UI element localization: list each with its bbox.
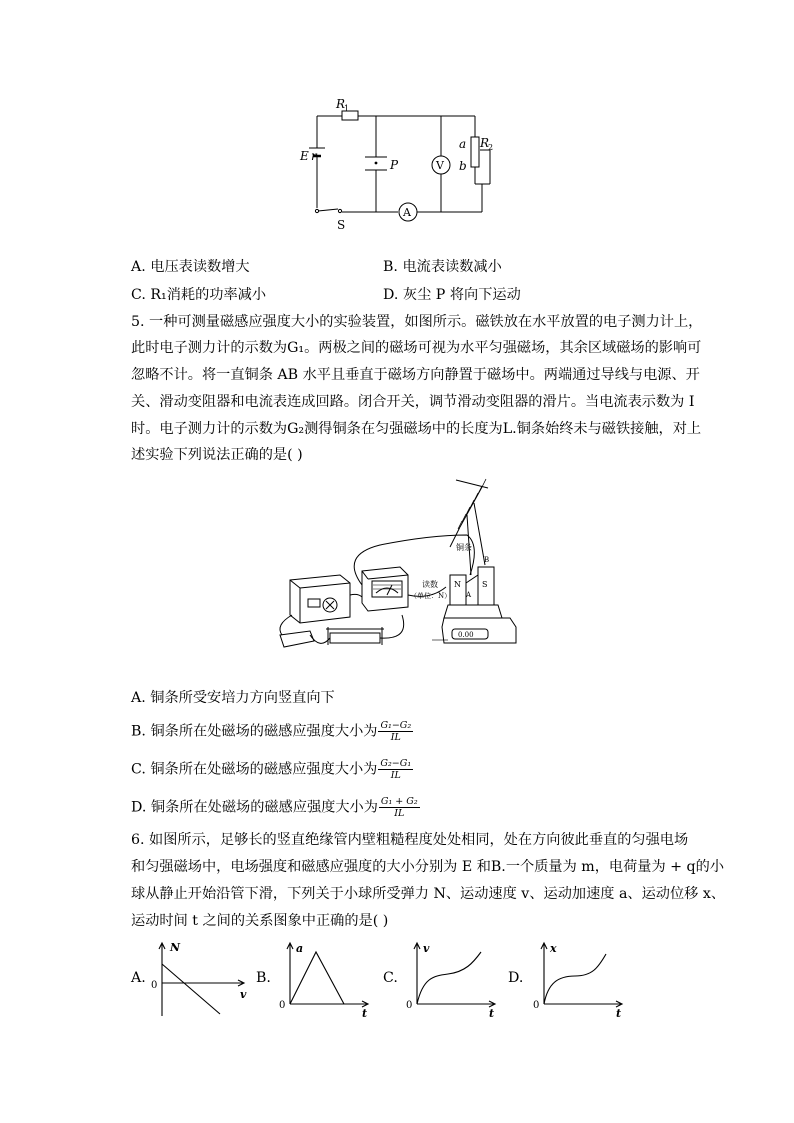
magnet-apparatus-figure [270,475,530,665]
q5-line-6: 述实验下列说法正确的是( ) [131,447,303,463]
q6-graph-d-label: D. [508,970,524,986]
q4-option-c: C. R₁消耗的功率减小 [131,287,267,303]
voltmeter-label: V [436,159,444,172]
q6-graph-b-x-label: t [362,1007,368,1018]
q6-graph-a-y-label: N [170,941,181,954]
circuit-diagram [290,90,510,235]
q5-line-2: 此时电子测力计的示数为G₁。两极之间的磁场可视为水平匀强磁场，其余区域磁场的影响可 [131,340,702,356]
q5-option-d-denominator: IL [394,808,405,819]
q6-graph-a-x-label: v [240,988,247,1001]
q6-graph-c-x-label: t [489,1007,495,1018]
q5-line-3: 忽略不计。将一直铜条 AB 水平且垂直于磁场方向静置于磁场中。两端通过导线与电源、开 [131,367,700,383]
q6-graph-a [148,938,256,1018]
q6-graph-d-y-label: x [550,942,557,955]
q6-line-1: 6. 如图所示，足够长的竖直绝缘管内壁粗糙程度处处相同，处在方向彼此垂直的匀强电场 [131,832,689,848]
s-label: S [337,218,346,232]
a-label: a [459,137,467,151]
q6-graph-a-label: A. [131,970,146,986]
q6-line-3: 球从静止开始沿管下滑，下列关于小球所受弹力 N、运动速度 v、运动加速度 a、运动位移 x、 [131,886,726,902]
r1-label: R [336,97,346,111]
q5-option-a: A. 铜条所受安培力方向竖直向下 [131,690,335,706]
q5-option-c-text: C. 铜条所在处磁场的磁感应强度大小为 [131,761,378,778]
q5-option-c [131,758,413,781]
r2-label: R [480,136,490,150]
q5-option-c-denominator: IL [390,770,401,781]
q6-graph-d [530,938,630,1018]
r1-sub: 1 [344,104,350,113]
b-label: b [459,159,467,173]
q6-graph-d-origin: 0 [533,1000,540,1011]
q5-option-b-denominator: IL [390,732,401,743]
r2-sub: 2 [488,143,494,152]
q6-graph-a-origin: 0 [151,980,158,991]
q6-graph-c-label: C. [383,970,398,986]
r-label: r [311,149,317,163]
q5-option-d-fraction [379,796,420,819]
q5-line-1: 5. 一种可测量磁感应强度大小的实验装置，如图所示。磁铁放在水平放置的电子测力计上， [131,314,703,330]
q4-option-a: A. 电压表读数增大 [131,259,250,275]
p-label: P [390,158,399,172]
balance-display: 0.00 [458,631,474,639]
a-end-label: A [466,591,472,599]
q5-line-4: 关、滑动变阻器和电流表连成回路。闭合开关，调节滑动变阻器的滑片。当电流表示数为 I [131,394,695,410]
q5-option-b-numerator: G₁−G₂ [380,720,412,731]
q6-graph-b-label: B. [256,970,271,986]
q5-option-d [131,796,420,819]
q4-option-b: B. 电流表读数减小 [383,259,502,275]
q5-option-b-fraction [378,720,413,743]
q6-graph-b-y-label: a [296,942,304,955]
ammeter-label: A [403,206,411,219]
q5-option-c-fraction [378,758,413,781]
e-label: E [300,149,309,163]
q6-graph-b [276,938,376,1018]
n-pole-label: N [454,580,461,589]
q5-option-d-numerator: G₁ + G₂ [380,796,418,807]
q6-line-2: 和匀强磁场中，电场强度和磁感应强度的大小分别为 E 和B.一个质量为 m，电荷量为 + q的小 [131,859,725,875]
s-pole-label: S [482,580,488,589]
b-end-label: B [484,556,490,564]
q4-option-d: D. 灰尘 P 将向下运动 [383,287,521,303]
q6-line-4: 运动时间 t 之间的关系图象中正确的是( ) [131,913,389,929]
q5-option-c-numerator: G₂−G₁ [380,758,412,769]
q5-line-5: 时。电子测力计的示数为G₂测得铜条在匀强磁场中的长度为L.铜条始终未与磁铁接触，对上 [131,421,702,437]
q6-graph-c-origin: 0 [406,1000,413,1011]
q6-graph-b-origin: 0 [279,1000,286,1011]
q6-graph-c [403,938,503,1018]
q5-option-b [131,720,413,743]
q6-graph-d-x-label: t [616,1007,622,1018]
copper-label: 铜条 [456,543,472,552]
q6-graph-c-y-label: v [423,942,430,955]
unit-label: （单位：N） [410,592,452,600]
reading-label: 读数 [422,580,438,589]
q5-option-b-text: B. 铜条所在处磁场的磁感应强度大小为 [131,723,378,740]
q5-option-d-text: D. 铜条所在处磁场的磁感应强度大小为 [131,799,378,816]
